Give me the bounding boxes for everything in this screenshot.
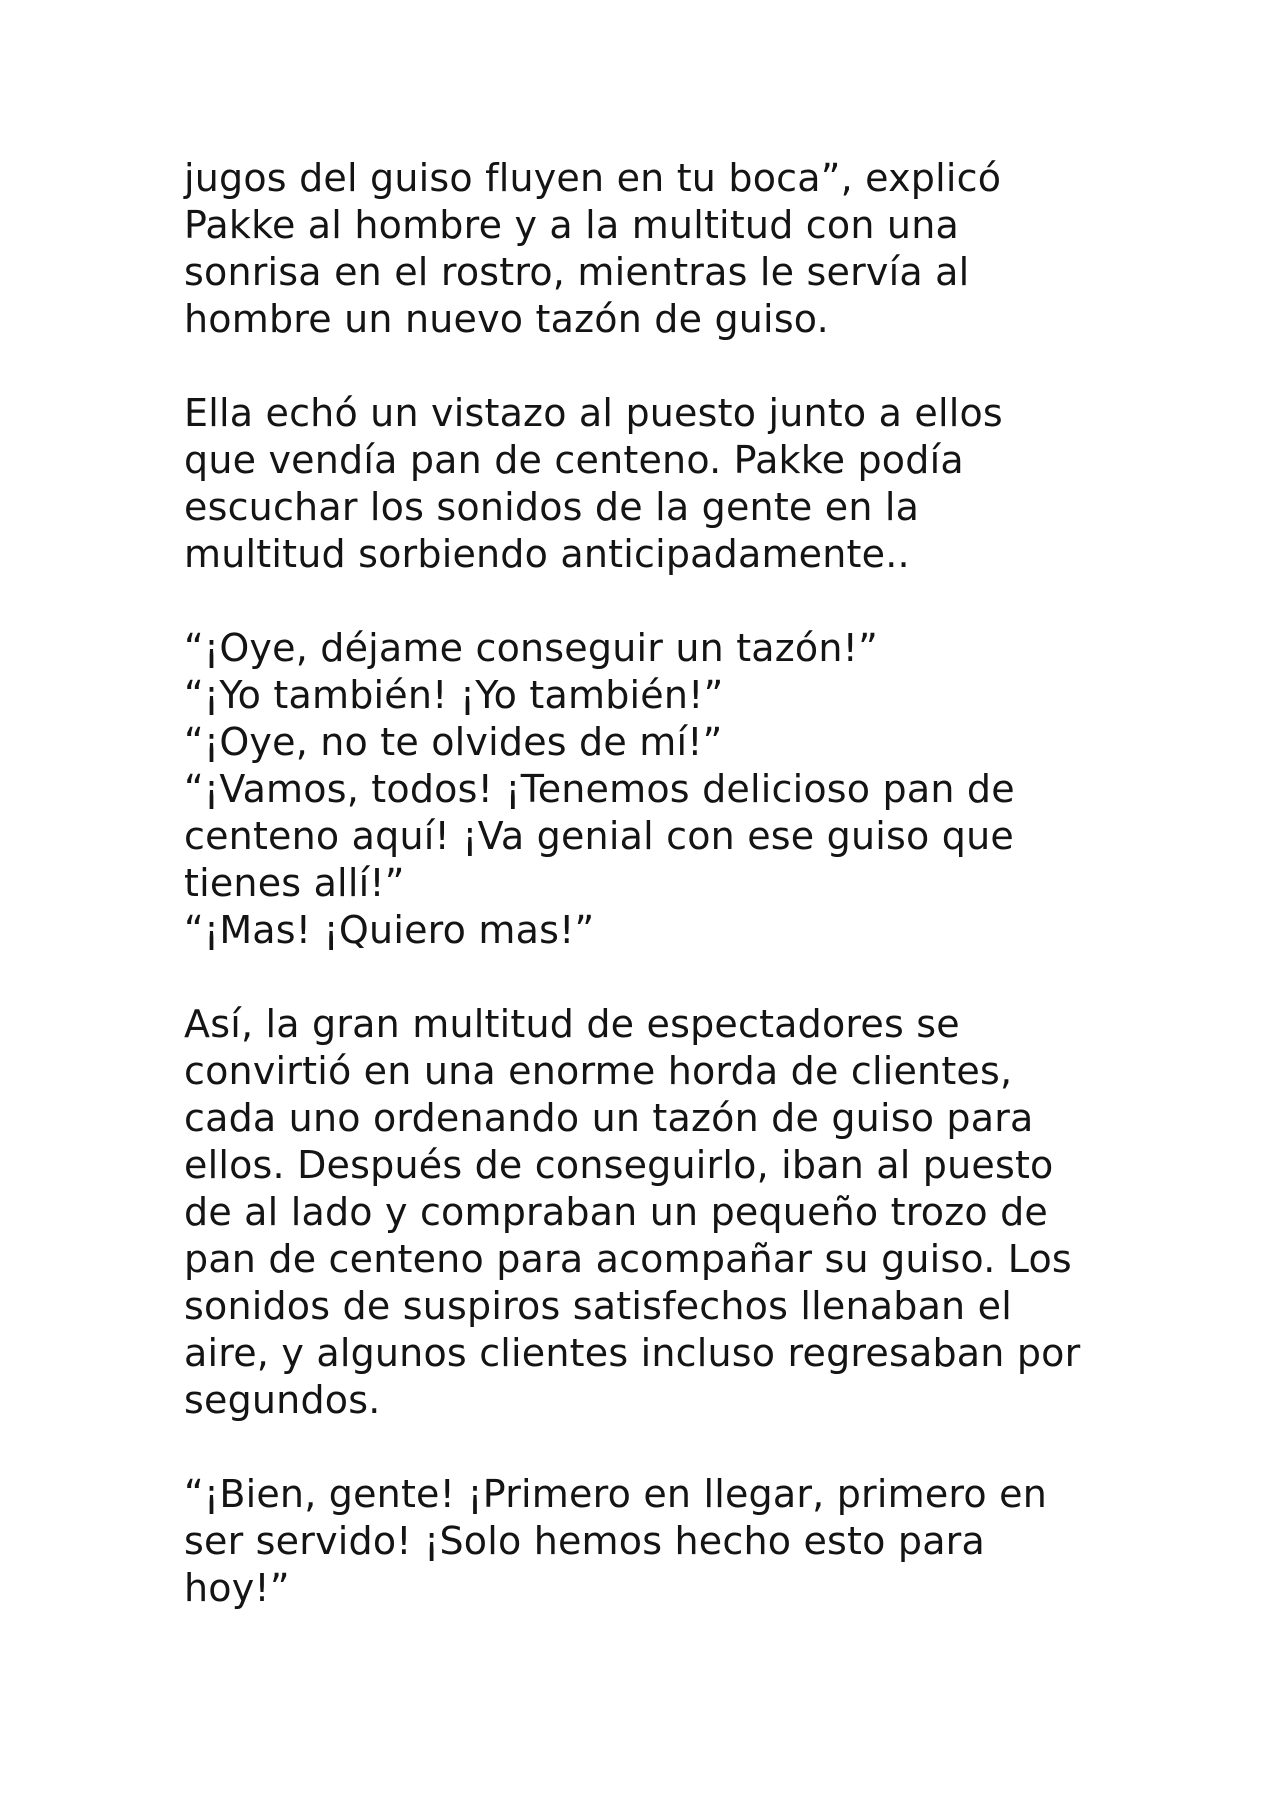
dialogue-line: “¡Vamos, todos! ¡Tenemos delicioso pan de (184, 767, 1015, 811)
text-line: jugos del guiso fluyen en tu boca”, explicó (184, 156, 1002, 200)
dialogue-line: ser servido! ¡Solo hemos hecho esto para (184, 1519, 985, 1563)
text-line: aire, y algunos clientes incluso regresaban por (184, 1331, 1081, 1375)
text-line: ellos. Después de conseguirlo, iban al puesto (184, 1143, 1054, 1187)
text-line: convirtió en una enorme horda de clientes, (184, 1049, 1013, 1093)
dialogue-line: “¡Oye, no te olvides de mí!” (184, 720, 723, 764)
document-page (184, 155, 1164, 1659)
text-line: de al lado y compraban un pequeño trozo de (184, 1190, 1048, 1234)
text-line: Así, la gran multitud de espectadores se (184, 1002, 960, 1046)
text-line: cada uno ordenando un tazón de guiso para (184, 1096, 1034, 1140)
dialogue-line: tienes allí!” (184, 861, 405, 905)
text-line: que vendía pan de centeno. Pakke podía (184, 438, 964, 482)
paragraph-5 (184, 1471, 1164, 1612)
text-line: sonrisa en el rostro, mientras le servía al (184, 250, 970, 294)
dialogue-line: “¡Yo también! ¡Yo también!” (184, 673, 724, 717)
dialogue-line: “¡Oye, déjame conseguir un tazón!” (184, 626, 878, 670)
dialogue-block (184, 625, 1164, 954)
text-line: hombre un nuevo tazón de guiso. (184, 297, 829, 341)
text-line: escuchar los sonidos de la gente en la (184, 485, 920, 529)
dialogue-line: centeno aquí! ¡Va genial con ese guiso que (184, 814, 1014, 858)
paragraph-2 (184, 390, 1164, 578)
dialogue-line: “¡Mas! ¡Quiero mas!” (184, 908, 595, 952)
dialogue-line: hoy!” (184, 1566, 290, 1610)
dialogue-line: “¡Bien, gente! ¡Primero en llegar, primero en (184, 1472, 1048, 1516)
text-line: pan de centeno para acompañar su guiso. Los (184, 1237, 1072, 1281)
text-line: multitud sorbiendo anticipadamente.. (184, 532, 910, 576)
paragraph-1 (184, 155, 1164, 343)
text-line: segundos. (184, 1378, 381, 1422)
text-line: Pakke al hombre y a la multitud con una (184, 203, 959, 247)
text-line: sonidos de suspiros satisfechos llenaban el (184, 1284, 1012, 1328)
paragraph-4 (184, 1001, 1164, 1424)
text-line: Ella echó un vistazo al puesto junto a ellos (184, 391, 1003, 435)
